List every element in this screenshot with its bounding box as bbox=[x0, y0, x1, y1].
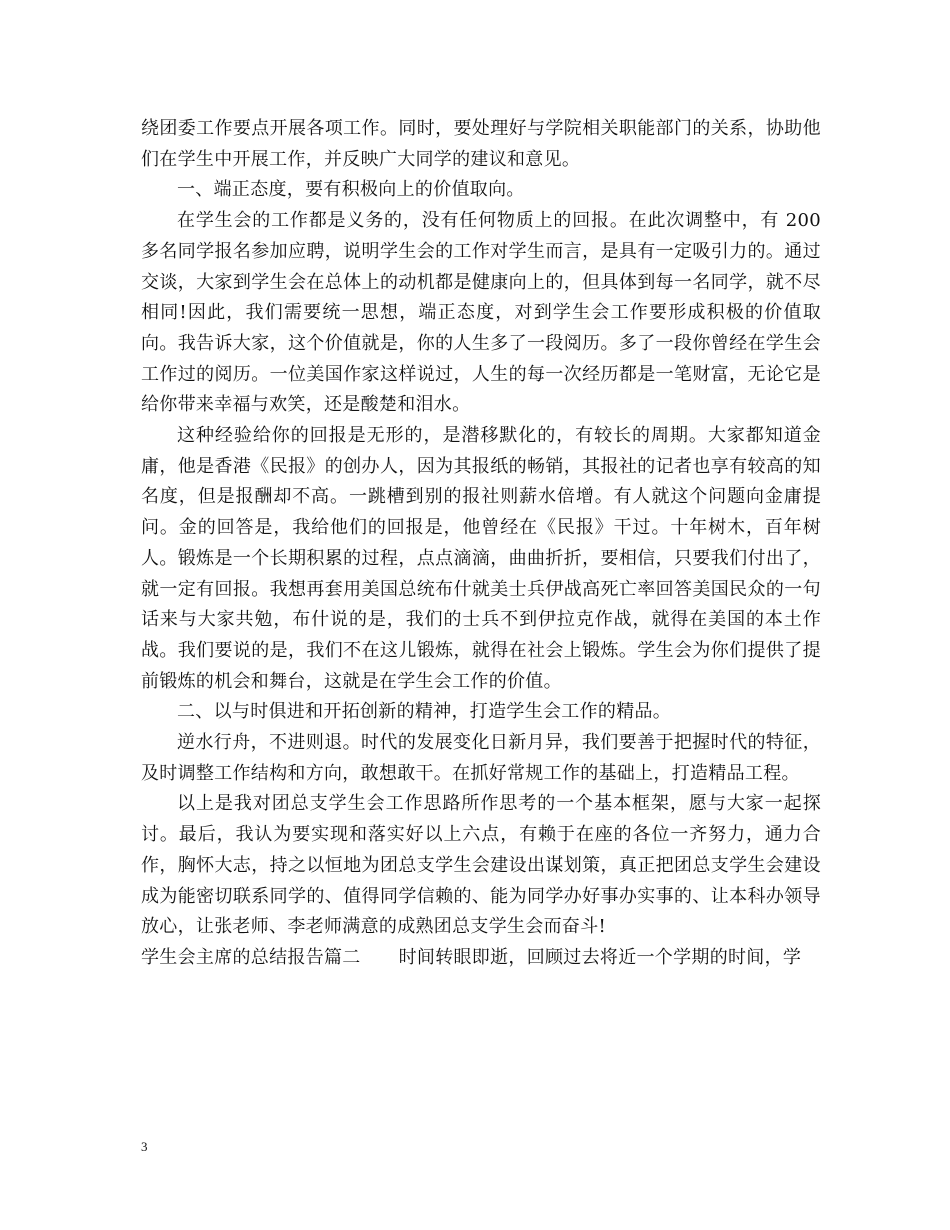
paragraph-1: 绕团委工作要点开展各项工作。同时，要处理好与学院相关职能部门的关系，协助他们在学生中开展工作，并反映广大同学的建议和意见。 bbox=[141, 118, 821, 170]
paragraph-5: 以上是我对团总支学生会工作思路所作思考的一个基本框架，愿与大家一起探讨。最后，我认为要实现和落实好以上六点，有赖于在座的各位一齐努力，通力合作，胸怀大志，持之以恒地为团总支学生会建设出谋划策，真正把团总支学生会建设成为能密切联系同学的、值得同学信赖的、能为同学办好事办实事的、让本科办领导放心，让张老师、李老师满意的成熟团总支学生会而奋斗! bbox=[141, 793, 821, 938]
page-number: 3 bbox=[141, 1139, 148, 1154]
section-heading-2: 二、以与时俱进和开拓创新的精神，打造学生会工作的精品。 bbox=[177, 701, 672, 723]
next-report-text: 时间转眼即逝，回顾过去将近一个学期的时间，学 bbox=[398, 946, 802, 968]
paragraph-3: 这种经验给你的回报是无形的，是潜移默化的，有较长的周期。大家都知道金庸，他是香港《民报》的创办人，因为其报纸的畅销，其报社的记者也享有较高的知名度，但是报酬却不高。一跳槽到别的报社则薪水倍增。有人就这个问题向金庸提问。金的回答是，我给他们的回报是，他曾经在《民报》干过。十年树木，百年树人。锻炼是一个长期积累的过程，点点滴滴，曲曲折折，要相信，只要我们付出了，就一定有回报。我想再套用美国总统布什就美士兵伊战高死亡率回答美国民众的一句话来与大家共勉，布什说的是，我们的士兵不到伊拉克作战，就得在美国的本土作战。我们要说的是，我们不在这儿锻炼，就得在社会上锻炼。学生会为你们提供了提前锻炼的机会和舞台，这就是在学生会工作的价值。 bbox=[141, 425, 821, 692]
section-heading-1: 一、端正态度，要有积极向上的价值取向。 bbox=[177, 179, 525, 201]
paragraph-2: 在学生会的工作都是义务的，没有任何物质上的回报。在此次调整中，有 200 多名同学报名参加应聘，说明学生会的工作对学生而言，是具有一定吸引力的。通过交谈，大家到学生会在总体上的动机都是健康向上的，但具体到每一名同学，就不尽相同!因此，我们需要统一思想，端正态度，对到学生会工作要形成积极的价值取向。我告诉大家，这个价值就是，你的人生多了一段阅历。多了一段你曾经在学生会工作过的阅历。一位美国作家这样说过，人生的每一次经历都是一笔财富，无论它是给你带来幸福与欢笑，还是酸楚和泪水。 bbox=[141, 210, 821, 416]
next-report-line bbox=[141, 943, 821, 974]
paragraph-4: 逆水行舟，不进则退。时代的发展变化日新月异，我们要善于把握时代的特征，及时调整工作结构和方向，敢想敢干。在抓好常规工作的基础上，打造精品工程。 bbox=[141, 732, 821, 784]
next-report-title: 学生会主席的总结报告篇二 bbox=[141, 946, 361, 968]
document-body bbox=[141, 114, 821, 974]
